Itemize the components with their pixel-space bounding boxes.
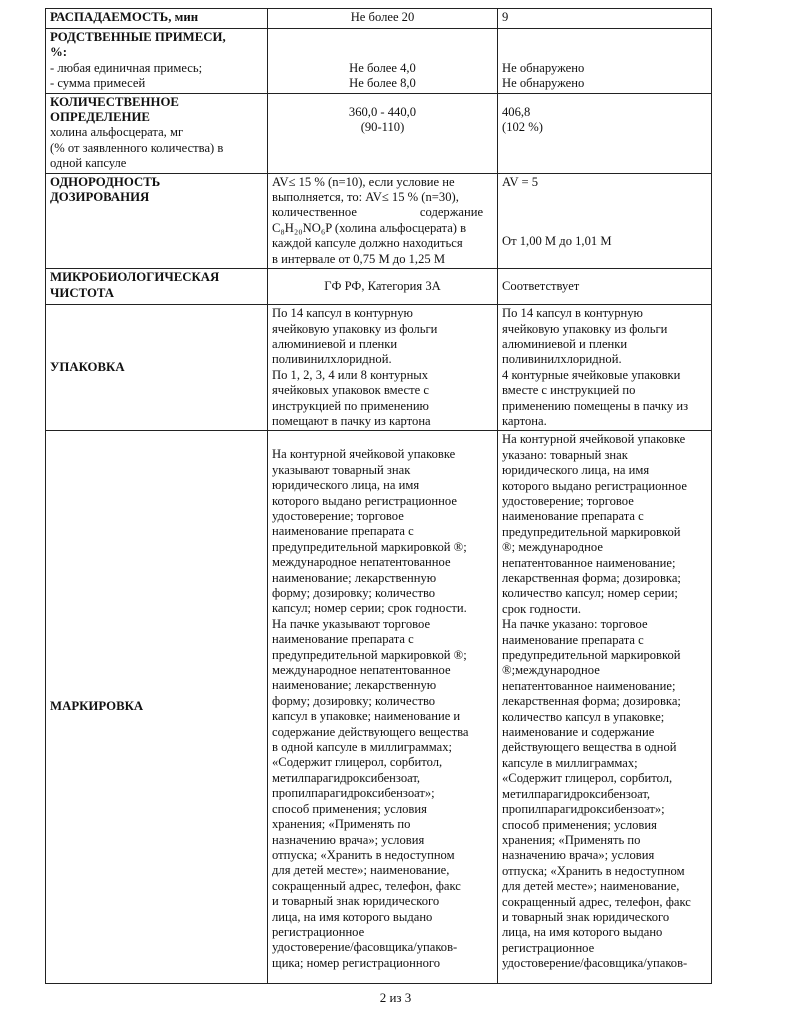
norm-line: международное непатентованное	[272, 663, 451, 678]
specification-table	[45, 8, 712, 984]
result-line: лица, на имя которого выдано	[502, 925, 663, 940]
norm-line: международное непатентованное	[272, 555, 451, 570]
param-title: МАРКИРОВКА	[50, 699, 144, 714]
norm-uniformity	[268, 173, 498, 268]
result-line: наименование препарата с	[502, 509, 644, 524]
norm-line: количественное содержание	[272, 205, 484, 220]
result-assay	[498, 93, 712, 173]
param-title-line: ОДНОРОДНОСТЬ	[50, 174, 161, 189]
norm-line: в одной капсуле в миллиграммах;	[272, 740, 453, 755]
param-packaging	[46, 305, 268, 431]
row-microbiology	[46, 269, 712, 305]
param-sub-line: (% от заявленного количества) в	[50, 140, 224, 155]
norm-line: капсул в упаковке; наименование и	[272, 709, 461, 724]
param-title-line: КОЛИЧЕСТВЕННОЕ	[50, 94, 179, 109]
result-line: отпуска; «Хранить в недоступном	[502, 863, 685, 878]
norm-line: предупредительной маркировкой ®;	[272, 647, 467, 662]
result-line: применению помещены в пачку из	[502, 398, 689, 413]
result-line: AV = 5	[502, 174, 539, 189]
result-line: поливинилхлоридной.	[502, 352, 622, 367]
result-line: предупредительной маркировкой	[502, 524, 681, 539]
norm-value: Не более 20	[350, 10, 415, 24]
result-line: На пачке указано: торговое	[502, 617, 648, 632]
norm-microbiology	[268, 269, 498, 305]
result-line: «Содержит глицерол, сорбитол,	[502, 771, 673, 786]
result-disintegration	[498, 9, 712, 29]
param-labeling	[46, 431, 268, 984]
param-title-line: %:	[50, 45, 68, 60]
norm-line: которого выдано регистрационное	[272, 493, 457, 508]
result-line: лекарственная форма; дозировка;	[502, 694, 681, 709]
norm-line: и товарный знак юридического	[272, 894, 440, 909]
result-line: срок годности.	[502, 601, 581, 616]
result-value: Соответствует	[502, 278, 580, 293]
param-uniformity	[46, 173, 268, 268]
result-labeling	[498, 431, 712, 984]
result-line: вместе с инструкцией по	[502, 383, 636, 398]
param-sub-line: холина альфосцерата, мг	[50, 125, 184, 140]
result-line: и товарный знак юридического	[502, 909, 670, 924]
result-line: удостоверение/фасовщика/упаков-	[502, 956, 688, 971]
param-sub-line: - сумма примесей	[50, 76, 146, 91]
result-line: ячейковую упаковку из фольги	[502, 321, 668, 336]
row-labeling	[46, 431, 712, 984]
norm-line: пропилпарагидроксибензоат»;	[272, 786, 435, 801]
norm-line: отпуска; «Хранить в недоступном	[272, 847, 455, 862]
norm-line: наименование; лекарственную	[272, 570, 437, 585]
norm-packaging	[268, 305, 498, 431]
norm-line: ячейковую упаковку из фольги	[272, 321, 438, 336]
result-line: способ применения; условия	[502, 817, 657, 832]
norm-impurities	[268, 29, 498, 94]
result-line: непатентованное наименование;	[502, 555, 676, 570]
norm-line: поливинилхлоридной.	[272, 352, 392, 367]
norm-line: инструкцией по применению	[272, 398, 429, 413]
row-packaging	[46, 305, 712, 431]
norm-line: в интервале от 0,75 М до 1,25 М	[272, 251, 446, 266]
param-sub-line: одной капсуле	[50, 156, 127, 171]
result-line: От 1,00 М до 1,01 М	[502, 234, 612, 249]
result-line: По 14 капсул в контурную	[502, 306, 643, 321]
result-uniformity	[498, 173, 712, 268]
norm-line: удостоверение; торговое	[272, 508, 404, 523]
norm-line: По 1, 2, 3, 4 или 8 контурных	[272, 367, 429, 382]
norm-line: помещают в пачку из картона	[272, 413, 431, 428]
norm-disintegration	[268, 9, 498, 29]
param-assay	[46, 93, 268, 173]
result-line: непатентованное наименование;	[502, 678, 676, 693]
result-line: метилпарагидроксибензоат,	[502, 786, 651, 801]
norm-line: выполняется, то: AV≤ 15 % (n=30),	[272, 190, 459, 205]
row-impurities	[46, 29, 712, 94]
result-impurities	[498, 29, 712, 94]
norm-line: капсул; номер серии; срок годности.	[272, 601, 467, 616]
norm-line: AV≤ 15 % (n=10), если условие не	[272, 174, 455, 189]
result-microbiology	[498, 269, 712, 305]
result-line: На контурной ячейковой упаковке	[502, 432, 686, 447]
result-line: указано: товарный знак	[502, 447, 628, 462]
norm-line: каждой капсуле должно находиться	[272, 236, 463, 251]
result-value: 9	[502, 10, 509, 24]
param-title-line: ЧИСТОТА	[50, 285, 115, 300]
result-packaging	[498, 305, 712, 431]
norm-line: для детей месте»; наименование,	[272, 863, 450, 878]
param-microbiology	[46, 269, 268, 305]
param-impurities	[46, 29, 268, 94]
result-line: наименование препарата с	[502, 632, 644, 647]
result-line: лекарственная форма; дозировка;	[502, 571, 681, 585]
result-line: 4 контурные ячейковые упаковки	[502, 367, 681, 382]
result-line: пропилпарагидроксибензоат»;	[502, 802, 665, 817]
norm-line: «Содержит глицерол, сорбитол,	[272, 755, 443, 770]
page-number: 2 из 3	[379, 990, 412, 1005]
norm-line: C₈H₂₀NO₆P (холина альфосцерата) в	[272, 220, 467, 235]
result-line: предупредительной маркировкой	[502, 648, 681, 663]
norm-line: сокращенный адрес, телефон, факс	[272, 878, 461, 893]
norm-line: Не более 8,0	[349, 76, 416, 91]
result-line: Не обнаружено	[502, 60, 585, 75]
result-line: ®;международное	[502, 663, 600, 678]
norm-line: наименование препарата с	[272, 632, 414, 647]
row-uniformity	[46, 173, 712, 268]
param-title: РАСПАДАЕМОСТЬ, мин	[50, 10, 199, 24]
param-title-line: ОПРЕДЕЛЕНИЕ	[50, 110, 150, 125]
norm-line: содержание действующего вещества	[272, 724, 469, 739]
norm-line: лица, на имя которого выдано	[272, 909, 433, 924]
norm-assay	[268, 93, 498, 173]
norm-line: предупредительной маркировкой ®;	[272, 539, 467, 554]
result-line: (102 %)	[502, 120, 543, 135]
param-title: УПАКОВКА	[50, 360, 125, 375]
result-line: картона.	[502, 413, 547, 428]
norm-line: форму; дозировку; количество	[272, 693, 436, 708]
result-line: хранения; «Применять по	[502, 832, 641, 847]
norm-line: наименование препарата с	[272, 524, 414, 539]
norm-line: указывают товарный знак	[272, 462, 411, 477]
norm-line: По 14 капсул в контурную	[272, 306, 413, 321]
row-assay	[46, 93, 712, 173]
result-line: капсуле в миллиграммах;	[502, 755, 638, 770]
norm-line: Не более 4,0	[349, 60, 416, 75]
result-line: действующего вещества в одной	[502, 740, 677, 755]
norm-line: наименование; лекарственную	[272, 678, 437, 693]
norm-line: На контурной ячейковой упаковке	[272, 447, 456, 462]
norm-line: способ применения; условия	[272, 801, 427, 816]
param-title-line: ДОЗИРОВАНИЯ	[50, 190, 150, 205]
norm-line: регистрационное	[272, 924, 365, 939]
norm-value: ГФ РФ, Категория 3А	[324, 278, 441, 293]
result-line: ®; международное	[502, 540, 603, 555]
param-title-line: МИКРОБИОЛОГИЧЕСКАЯ	[50, 270, 220, 285]
norm-line: юридического лица, на имя	[272, 478, 420, 493]
norm-line: 360,0 - 440,0	[348, 104, 417, 119]
norm-line: хранения; «Применять по	[272, 817, 411, 832]
result-line: 406,8	[502, 104, 531, 119]
row-disintegration	[46, 9, 712, 29]
norm-labeling	[268, 431, 498, 984]
result-line: для детей месте»; наименование,	[502, 879, 680, 894]
norm-line: (90-110)	[360, 120, 405, 135]
norm-line: удостоверение/фасовщика/упаков-	[272, 940, 458, 955]
result-line: количество капсул в упаковке;	[502, 709, 665, 724]
norm-line: метилпарагидроксибензоат,	[272, 770, 421, 785]
result-line: назначению врача»; условия	[502, 848, 655, 863]
norm-line: назначению врача»; условия	[272, 832, 425, 847]
norm-line: щика; номер регистрационного	[272, 955, 441, 970]
result-line: юридического лица, на имя	[502, 463, 650, 478]
result-line: сокращенный адрес, телефон, факс	[502, 894, 691, 909]
result-line: которого выдано регистрационное	[502, 478, 687, 493]
norm-line: форму; дозировку; количество	[272, 586, 436, 600]
result-line: регистрационное	[502, 940, 595, 955]
param-disintegration	[46, 9, 268, 29]
result-line: Не обнаружено	[502, 76, 585, 91]
param-sub-line: - любая единичная примесь;	[50, 60, 203, 75]
result-line: алюминиевой и пленки	[502, 336, 628, 351]
norm-line: алюминиевой и пленки	[272, 336, 398, 351]
param-title-line: РОДСТВЕННЫЕ ПРИМЕСИ,	[50, 30, 226, 44]
norm-line: На пачке указывают торговое	[272, 616, 431, 631]
result-line: количество капсул; номер серии;	[502, 586, 678, 601]
result-line: наименование и содержание	[502, 725, 655, 740]
result-line: удостоверение; торговое	[502, 493, 634, 508]
norm-line: ячейковых упаковок вместе с	[272, 383, 429, 398]
